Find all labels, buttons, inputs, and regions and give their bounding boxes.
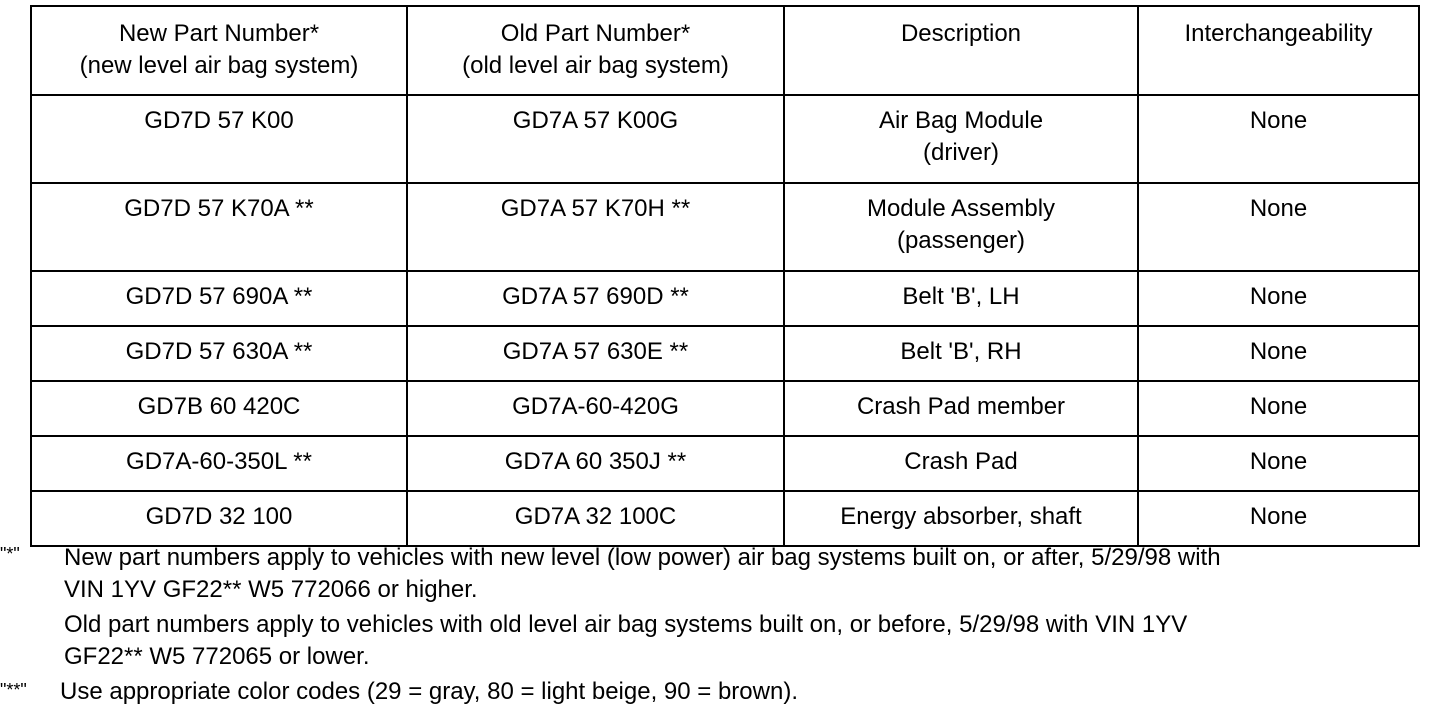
header-subtext: (old level air bag system) xyxy=(462,52,729,79)
footnote-text: Old part numbers apply to vehicles with old level air bag systems built on, or before, 5/29/98 with VIN 1YV xyxy=(64,611,1188,638)
new-part-cell: GD7D 57 630A ** xyxy=(31,326,407,381)
table-row xyxy=(31,436,1419,491)
header-interchangeability xyxy=(1138,6,1419,95)
interchangeability-cell: None xyxy=(1138,95,1419,183)
description-cell: Belt 'B', LH xyxy=(784,271,1138,326)
header-text: New Part Number* xyxy=(118,20,320,47)
parts-table xyxy=(30,5,1420,547)
new-part-cell: GD7B 60 420C xyxy=(31,381,407,436)
table-row xyxy=(31,381,1419,436)
description-text: Module Assembly xyxy=(866,195,1056,222)
interchangeability-cell: None xyxy=(1138,326,1419,381)
table-row xyxy=(31,183,1419,271)
description-cell: Crash Pad xyxy=(784,436,1138,491)
footnote-text: VIN 1YV GF22** W5 772066 or higher. xyxy=(64,576,478,603)
description-cell xyxy=(784,95,1138,183)
footnote-text: Use appropriate color codes (29 = gray, 80 = light beige, 90 = brown). xyxy=(60,678,798,705)
table-header-row xyxy=(31,6,1419,95)
footnote-single-star xyxy=(0,542,1440,673)
description-subtext: (passenger) xyxy=(896,227,1026,254)
footnotes xyxy=(0,542,1440,708)
old-part-cell: GD7A 57 K70H ** xyxy=(407,183,784,271)
header-new-part-number xyxy=(31,6,407,95)
header-old-part-number xyxy=(407,6,784,95)
header-text: Description xyxy=(900,20,1022,47)
new-part-cell: GD7A-60-350L ** xyxy=(31,436,407,491)
interchangeability-cell: None xyxy=(1138,271,1419,326)
interchangeability-cell: None xyxy=(1138,436,1419,491)
footnote-marker: "*" xyxy=(0,544,20,564)
new-part-cell: GD7D 57 690A ** xyxy=(31,271,407,326)
description-cell: Crash Pad member xyxy=(784,381,1138,436)
header-description xyxy=(784,6,1138,95)
header-text: Old Part Number* xyxy=(500,20,691,47)
new-part-cell: GD7D 57 K00 xyxy=(31,95,407,183)
interchangeability-cell: None xyxy=(1138,183,1419,271)
new-part-cell: GD7D 57 K70A ** xyxy=(31,183,407,271)
footnote-marker: "**" xyxy=(0,680,27,700)
old-part-cell: GD7A 60 350J ** xyxy=(407,436,784,491)
footnote-double-star xyxy=(0,676,1440,708)
interchangeability-cell: None xyxy=(1138,381,1419,436)
description-subtext: (driver) xyxy=(923,139,999,166)
header-subtext: (new level air bag system) xyxy=(79,52,359,79)
description-cell: Energy absorber, shaft xyxy=(784,491,1138,546)
old-part-cell: GD7A 32 100C xyxy=(407,491,784,546)
description-cell: Belt 'B', RH xyxy=(784,326,1138,381)
old-part-cell: GD7A 57 690D ** xyxy=(407,271,784,326)
table-row xyxy=(31,95,1419,183)
old-part-cell: GD7A 57 K00G xyxy=(407,95,784,183)
old-part-cell: GD7A 57 630E ** xyxy=(407,326,784,381)
description-text: Air Bag Module xyxy=(878,107,1044,134)
table-row xyxy=(31,271,1419,326)
table-row xyxy=(31,491,1419,546)
table-row xyxy=(31,326,1419,381)
description-cell xyxy=(784,183,1138,271)
header-text: Interchangeability xyxy=(1184,20,1373,47)
interchangeability-cell: None xyxy=(1138,491,1419,546)
old-part-cell: GD7A-60-420G xyxy=(407,381,784,436)
footnote-text: GF22** W5 772065 or lower. xyxy=(64,643,370,670)
new-part-cell: GD7D 32 100 xyxy=(31,491,407,546)
footnote-text: New part numbers apply to vehicles with new level (low power) air bag systems built on, or after, 5/29/98 with xyxy=(64,544,1221,571)
